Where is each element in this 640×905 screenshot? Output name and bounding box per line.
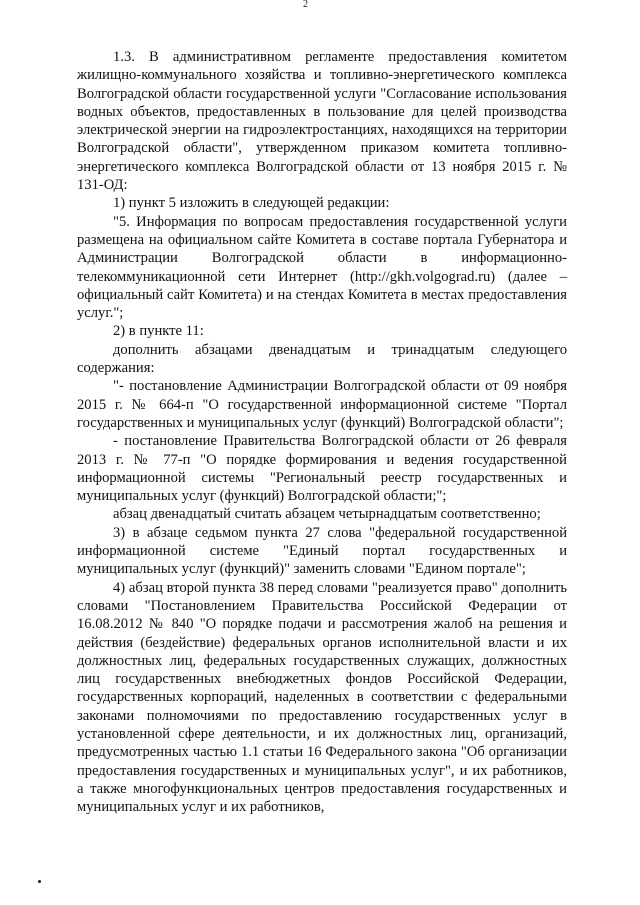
scan-dot (38, 880, 41, 883)
paragraph-1-3: 1.3. В административном регламенте предоставления комитетом жилищно-коммунального хозяйства и топливно-энергетического комплекса Волгоградской области государственной услуги "Согласование использования водных объектов, предоставленных в пользование для целей производства электрической энергии на гидроэлектростанциях, находящихся на территории Волгоградской области", утвержденном приказом комитета топливно-энергетического комплекса Волгоградской области от 13 ноября 2015 г. № 131-ОД: (77, 49, 567, 194)
paragraph-add-abzats: дополнить абзацами двенадцатым и тринадцатым следующего содержания: (77, 341, 567, 377)
paragraph-decree-664p: "- постановление Администрации Волгоградской области от 09 ноября 2015 г. № 664-п "О государственной информационной системе "Портал государственных и муниципальных услуг (функций) Волгоградской области"; (77, 378, 567, 431)
document-body (77, 48, 567, 816)
paragraph-decree-77p: - постановление Правительства Волгоградской области от 26 февраля 2013 г. № 77-п "О порядке формирования и ведения государственной информационной системы "Региональный реестр государственных и муниципальных услуг (функций) Волгоградской области;"; (77, 433, 567, 505)
page-number: 2 (303, 0, 308, 10)
paragraph-item-4: 4) абзац второй пункта 38 перед словами "реализуется право" дополнить словами "Постановлением Правительства Российской Федерации от 16.08.2012 № 840 "О порядке подачи и рассмотрения жалоб на решения и действия (бездействие) федеральных органов исполнительной власти и их должностных лиц, федеральных государственных служащих, должностных лиц государственных внебюджетных фондов Российской Федерации, государственных корпораций, наделенных в соответствии с федеральными законами полномочиями по предоставлению государственных услуг в установленной сфере деятельности, и их должностных лиц, организаций, предусмотренных частью 1.1 статьи 16 Федерального закона "Об организации предоставления государственных и муниципальных услуг", и их работников, а также многофункциональных центров предоставления государственных и муниципальных услуг и их работников, (77, 579, 567, 816)
paragraph-renumber: абзац двенадцатый считать абзацем четырнадцатым соответственно; (113, 506, 541, 523)
paragraph-item-1: 1) пункт 5 изложить в следующей редакции: (113, 195, 390, 212)
paragraph-item-5-text: "5. Информация по вопросам предоставления государственной услуги размещена на официальном сайте Комитета в составе портала Губернатора и Администрации Волгоградской области в информационно-телекоммуникационной сети Интернет (http://gkh.volgograd.ru) (далее – официальный сайт Комитета) и на стендах Комитета в местах предоставления услуг."; (77, 213, 567, 322)
paragraph-item-2: 2) в пункте 11: (113, 323, 204, 340)
paragraph-item-3: 3) в абзаце седьмом пункта 27 слова "федеральной государственной информационной системе "Единый портал государственных и муниципальных услуг (функций)" заменить словами "Едином портале"; (77, 524, 567, 578)
